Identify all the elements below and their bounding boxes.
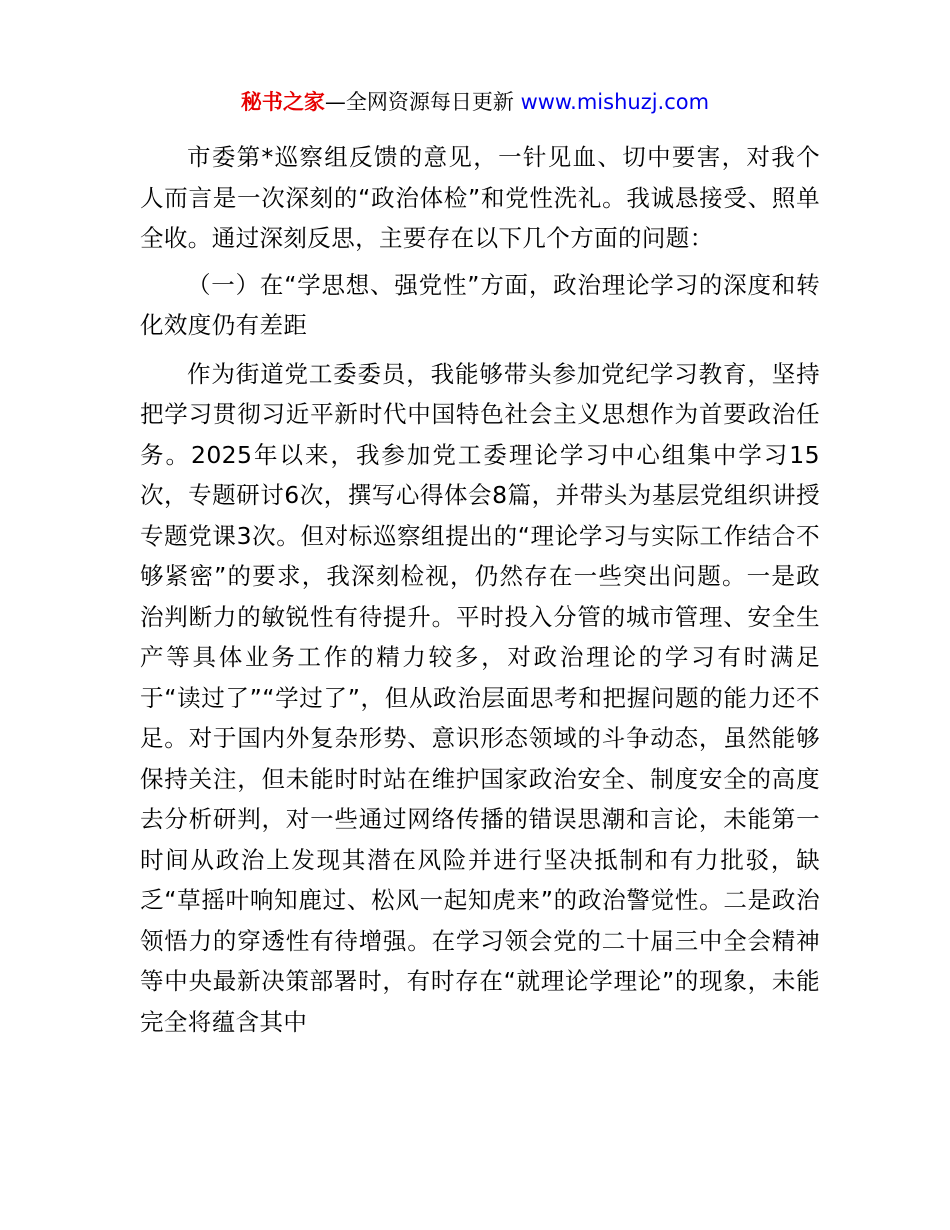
section-heading: （一）在“学思想、强党性”方面，政治理论学习的深度和转化效度仍有差距 (140, 270, 820, 339)
brand-name: 秘书之家 (240, 90, 325, 114)
intro-paragraph: 市委第*巡察组反馈的意见，一针见血、切中要害，对我个人而言是一次深刻的“政治体检”和党性洗礼。我诚恳接受、照单全收。通过深刻反思，主要存在以下几个方面的问题： (140, 143, 820, 252)
header-separator: — (324, 90, 346, 114)
document-body (140, 137, 820, 1042)
section-body-paragraph: 作为街道党工委委员，我能够带头参加党纪学习教育，坚持把学习贯彻习近平新时代中国特色社会主义思想作为首要政治任务。2025年以来，我参加党工委理论学习中心组集中学习15次，专题研讨6次，撰写心得体会8篇，并带头为基层党组织讲授专题党课3次。但对标巡察组提出的“理论学习与实际工作结合不够紧密”的要求，我深刻检视，仍然存在一些突出问题。一是政治判断力的敏锐性有待提升。平时投入分管的城市管理、安全生产等具体业务工作的精力较多，对政治理论的学习有时满足于“读过了”“学过了”，但从政治层面思考和把握问题的能力还不足。对于国内外复杂形势、意识形态领域的斗争动态，虽然能够保持关注，但未能时时站在维护国家政治安全、制度安全的高度去分析研判，对一些通过网络传播的错误思潮和言论，未能第一时间从政治上发现其潜在风险并进行坚决抵制和有力批驳，缺乏“草摇叶响知鹿过、松风一起知虎来”的政治警觉性。二是政治领悟力的穿透性有待增强。在学习领会党的二十届三中全会精神等中央最新决策部署时，有时存在“就理论学理论”的现象，未能完全将蕴含其中 (140, 359, 820, 1036)
website-link[interactable]: www.mishuzj.com (520, 90, 710, 114)
header-slogan: 全网资源每日更新 (345, 90, 514, 114)
page-header (0, 86, 950, 118)
